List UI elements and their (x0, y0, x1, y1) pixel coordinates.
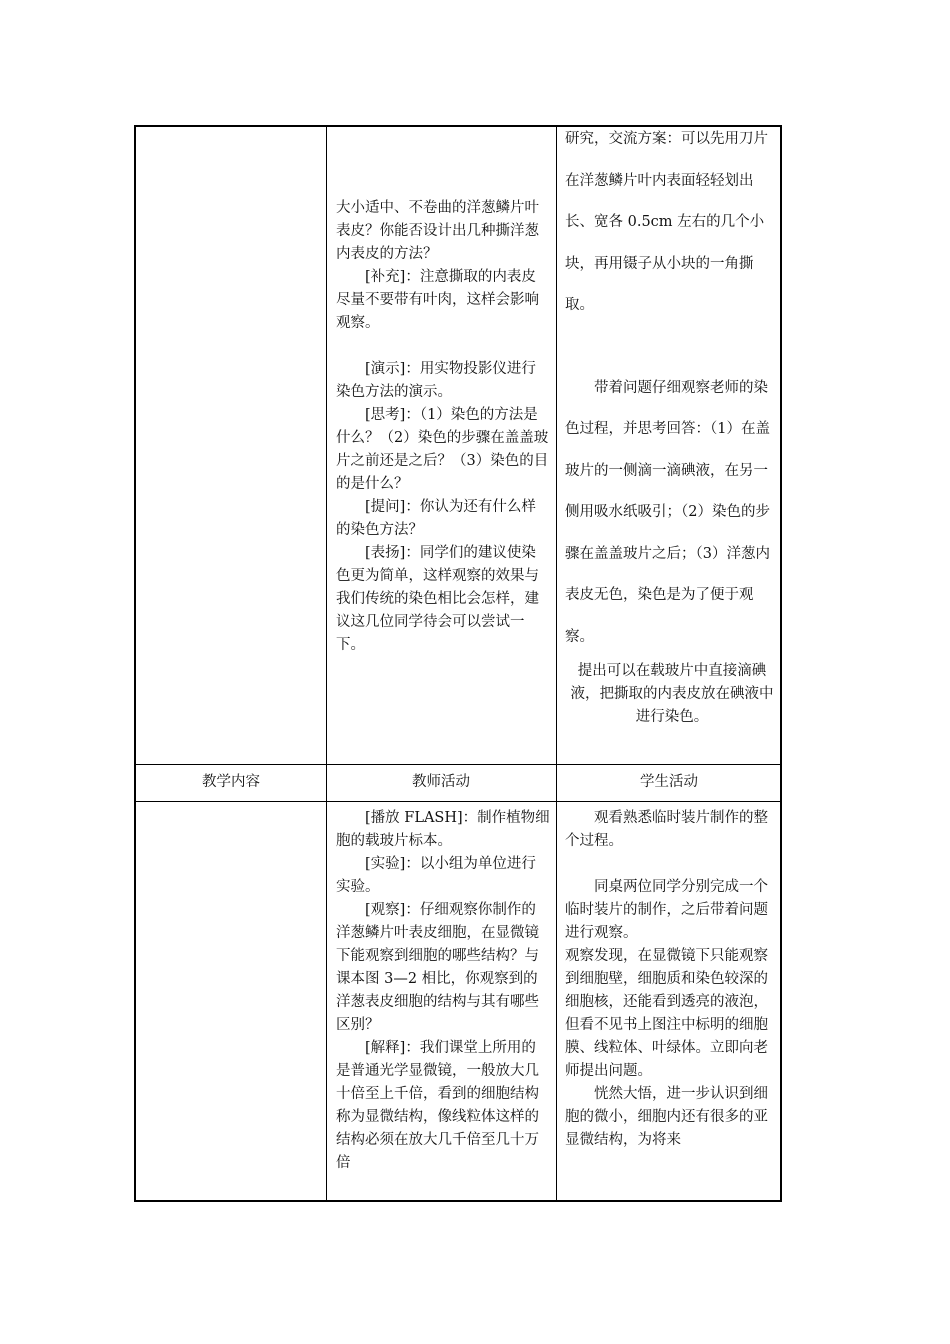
lesson-table (134, 125, 782, 1202)
teacher-text: 大小适中、不卷曲的洋葱鳞片叶表皮？你能否设计出几种撕洋葱内表皮的方法？ (336, 200, 539, 262)
student-text: 同桌两位同学分别完成一个临时装片的制作，之后带着问题进行观察。 (565, 879, 768, 941)
teacher-text: [补充]：注意撕取的内表皮尽量不要带有叶肉，这样会影响观察。 (336, 269, 539, 331)
teacher-text: [解释]：我们课堂上所用的是普通光学显微镜，一般放大几十倍至上千倍，看到的细胞结构称为显微结构，像线粒体这样的结构必须在放大几千倍至几十万倍 (336, 1040, 539, 1171)
student-activity-cell-top (565, 119, 779, 729)
student-text: 恍然大悟，进一步认识到细胞的微小，细胞内还有很多的亚显微结构，为将来 (565, 1086, 768, 1148)
teacher-text: [观察]：仔细观察你制作的洋葱鳞片叶表皮细胞，在显微镜下能观察到细胞的哪些结构？与课本图 3—2 相比，你观察到的洋葱表皮细胞的结构与其有哪些区别？ (336, 902, 539, 1033)
header-student-activity: 学生活动 (640, 774, 698, 790)
student-text: 研究，交流方案：可以先用刀片在洋葱鳞片叶内表面轻轻划出长、宽各 0.5cm 左右的几个小块，再用镊子从小块的一角撕取。 (565, 131, 768, 313)
teacher-activity-cell-top (336, 197, 550, 657)
teacher-text: [表扬]：同学们的建议使染色更为简单，这样观察的效果与我们传统的染色相比会怎样，建议这几位同学待会可以尝试一下。 (336, 545, 539, 653)
teacher-activity-cell-bottom (336, 807, 550, 1175)
student-text: 观察发现，在显微镜下只能观察到细胞壁，细胞质和染色较深的细胞核，还能看到透亮的液泡，但看不见书上图注中标明的细胞膜、线粒体、叶绿体。立即向老师提出问题。 (565, 948, 768, 1079)
teacher-text: [提问]：你认为还有什么样的染色方法？ (336, 499, 536, 538)
student-activity-cell-bottom (565, 807, 779, 1152)
teacher-text: [思考]：（1）染色的方法是什么？（2）染色的步骤在盖盖玻片之前还是之后？（3）染色的目的是什么？ (336, 407, 549, 492)
header-teaching-content: 教学内容 (202, 774, 260, 790)
teacher-text: [实验]：以小组为单位进行实验。 (336, 856, 536, 895)
teacher-text: [演示]：用实物投影仪进行染色方法的演示。 (336, 361, 536, 400)
column-divider-1 (326, 127, 327, 1200)
student-text: 观看熟悉临时装片制作的整个过程。 (565, 810, 768, 849)
student-text: 提出可以在载玻片中直接滴碘液，把撕取的内表皮放在碘液中进行染色。 (570, 663, 774, 725)
header-teacher-activity: 教师活动 (412, 774, 470, 790)
column-divider-2 (556, 127, 557, 1200)
header-bottom-border (136, 801, 780, 802)
teacher-text: [播放 FLASH]：制作植物细胞的载玻片标本。 (336, 810, 550, 849)
student-text: 带着问题仔细观察老师的染色过程，并思考回答：（1）在盖玻片的一侧滴一滴碘液，在另一侧用吸水纸吸引；（2）染色的步骤在盖盖玻片之后；（3）洋葱内表皮无色，染色是为了便于观察。 (565, 379, 770, 645)
